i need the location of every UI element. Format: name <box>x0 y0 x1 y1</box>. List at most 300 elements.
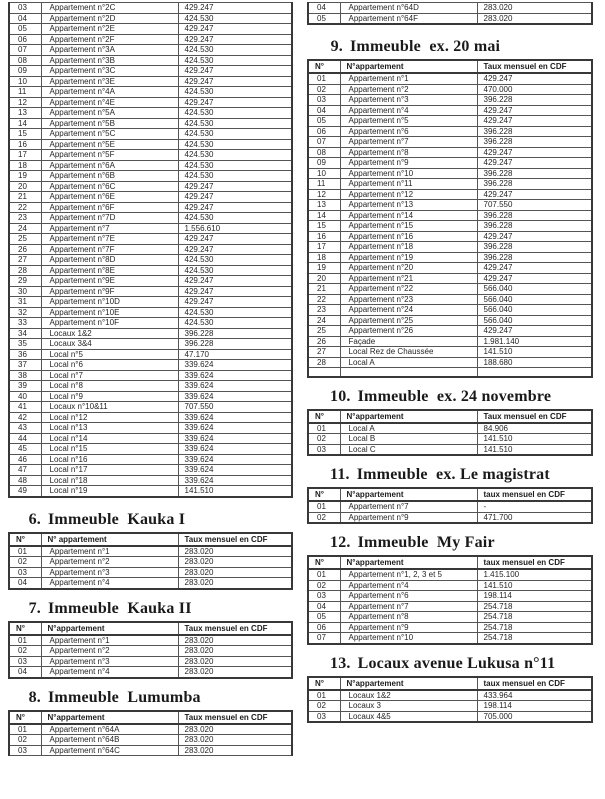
row-number-cell: 07 <box>308 137 340 148</box>
designation-cell: Local Rez de Chaussée <box>340 347 477 358</box>
rates-table-locaux-lukusa <box>307 676 593 724</box>
row-number-cell: 04 <box>308 3 340 14</box>
row-number-cell: 10 <box>9 76 41 87</box>
designation-cell: Appartement n°3 <box>340 95 477 106</box>
row-number-cell: 05 <box>308 13 340 24</box>
row-number-cell: 02 <box>308 84 340 95</box>
monthly-rate-cell: 283.020 <box>178 578 292 589</box>
monthly-rate-cell: 283.020 <box>178 546 292 557</box>
section-heading-kauka-1 <box>8 512 293 528</box>
row-number-cell: 08 <box>9 55 41 66</box>
row-number-cell: 22 <box>9 202 41 213</box>
monthly-rate-cell: 424.530 <box>178 213 292 224</box>
designation-cell: Appartement n°7E <box>41 234 178 245</box>
designation-cell: Appartement n°9 <box>340 622 477 633</box>
column-header: Taux mensuel en CDF <box>477 410 592 423</box>
designation-cell: Appartement n°6F <box>41 202 178 213</box>
monthly-rate-cell: 429.247 <box>178 24 292 35</box>
table-row <box>308 512 592 523</box>
row-number-cell: 17 <box>308 242 340 253</box>
row-number-cell: 41 <box>9 402 41 413</box>
row-number-cell: 20 <box>9 181 41 192</box>
row-number-cell: 04 <box>9 13 41 24</box>
monthly-rate-cell: 283.020 <box>178 567 292 578</box>
table-row <box>9 66 292 77</box>
monthly-rate-cell: 424.530 <box>178 45 292 56</box>
monthly-rate-cell: 283.020 <box>178 724 292 735</box>
table-row <box>308 601 592 612</box>
table-row <box>308 315 592 326</box>
table-row <box>308 326 592 337</box>
table-row <box>9 171 292 182</box>
section-kauka-2 <box>8 601 293 679</box>
designation-cell: Appartement n°3 <box>41 656 178 667</box>
designation-cell: Appartement n°6 <box>340 126 477 137</box>
table-row <box>9 578 292 589</box>
table-row <box>9 370 292 381</box>
row-number-cell: 28 <box>9 265 41 276</box>
table-row <box>308 252 592 263</box>
monthly-rate-cell: 396.228 <box>477 252 592 263</box>
table-row <box>308 690 592 701</box>
column-header: N° <box>308 410 340 423</box>
designation-cell: Appartement n°3E <box>41 76 178 87</box>
monthly-rate-cell: 283.020 <box>477 13 592 24</box>
monthly-rate-cell: 429.247 <box>477 105 592 116</box>
row-number-cell: 01 <box>9 724 41 735</box>
monthly-rate-cell: 198.114 <box>477 701 592 712</box>
monthly-rate-cell: 339.624 <box>178 412 292 423</box>
monthly-rate-cell: 566.040 <box>477 305 592 316</box>
row-number-cell: 42 <box>9 412 41 423</box>
blank-cell <box>308 368 340 377</box>
designation-cell: Appartement n°2C <box>41 3 178 14</box>
column-header: N° <box>308 60 340 73</box>
table-row <box>308 273 592 284</box>
designation-cell: Locaux 1&2 <box>41 328 178 339</box>
table-row <box>308 622 592 633</box>
table-row <box>9 139 292 150</box>
row-number-cell: 06 <box>308 622 340 633</box>
table-row <box>308 701 592 712</box>
table-row <box>9 444 292 455</box>
section-heading-kauka-2 <box>8 601 293 617</box>
table-row <box>9 24 292 35</box>
row-number-cell: 36 <box>9 349 41 360</box>
monthly-rate-cell: 429.247 <box>178 181 292 192</box>
designation-cell: Appartement n°2E <box>41 24 178 35</box>
designation-cell: Appartement n°4 <box>340 105 477 116</box>
table-row <box>9 328 292 339</box>
designation-cell: Appartement n°2F <box>41 34 178 45</box>
designation-cell: Appartement n°3C <box>41 66 178 77</box>
row-number-cell: 11 <box>308 179 340 190</box>
row-number-cell: 40 <box>9 391 41 402</box>
table-row <box>9 423 292 434</box>
designation-cell: Appartement n°7 <box>340 501 477 512</box>
row-number-cell: 16 <box>9 139 41 150</box>
table-row <box>9 667 292 678</box>
table-row <box>9 118 292 129</box>
table-row <box>308 580 592 591</box>
monthly-rate-cell: 424.530 <box>178 108 292 119</box>
monthly-rate-cell: 429.247 <box>178 34 292 45</box>
row-number-cell: 29 <box>9 276 41 287</box>
section-heading-le-magistrat <box>307 467 593 483</box>
heading-number: 8. <box>28 688 41 706</box>
monthly-rate-cell: 429.247 <box>178 66 292 77</box>
row-number-cell: 04 <box>308 105 340 116</box>
row-number-cell: 17 <box>9 150 41 161</box>
table-row <box>9 286 292 297</box>
section-ex-24-novembre <box>307 389 593 457</box>
row-number-cell: 03 <box>308 591 340 602</box>
designation-cell: Local n°8 <box>41 381 178 392</box>
monthly-rate-cell: 254.718 <box>477 601 592 612</box>
monthly-rate-cell: 283.020 <box>178 735 292 746</box>
designation-cell: Appartement n°14 <box>340 210 477 221</box>
column-header: N°appartement <box>340 60 477 73</box>
table-row <box>308 336 592 347</box>
designation-cell: Appartement n°23 <box>340 294 477 305</box>
table-row <box>9 735 292 746</box>
table-row <box>308 357 592 368</box>
designation-cell: Appartement n°4A <box>41 87 178 98</box>
row-number-cell: 02 <box>308 512 340 523</box>
row-number-cell: 37 <box>9 360 41 371</box>
designation-cell: Local A <box>340 357 477 368</box>
row-number-cell: 01 <box>308 501 340 512</box>
column-header: Taux mensuel en CDF <box>178 711 292 724</box>
table-row <box>308 242 592 253</box>
monthly-rate-cell: 141.510 <box>477 434 592 445</box>
monthly-rate-cell: 429.247 <box>477 147 592 158</box>
table-row <box>9 3 292 14</box>
column-header: taux mensuel en CDF <box>477 677 592 690</box>
heading-number: 12. <box>330 534 351 551</box>
monthly-rate-cell: 424.530 <box>178 255 292 266</box>
monthly-rate-cell: 429.247 <box>178 244 292 255</box>
row-number-cell: 46 <box>9 454 41 465</box>
designation-cell: Appartement n°9 <box>340 158 477 169</box>
monthly-rate-cell: 188.680 <box>477 357 592 368</box>
row-number-cell: 01 <box>9 635 41 646</box>
rates-table-continuation <box>8 2 293 498</box>
table-row <box>308 210 592 221</box>
row-number-cell: 04 <box>308 601 340 612</box>
heading-title: Immeuble My Fair <box>357 534 495 551</box>
row-number-cell: 01 <box>9 546 41 557</box>
table-row <box>308 116 592 127</box>
designation-cell: Appartement n°1 <box>340 73 477 84</box>
designation-cell: Appartement n°6C <box>41 181 178 192</box>
designation-cell: Appartement n°18 <box>340 242 477 253</box>
table-row <box>308 231 592 242</box>
heading-number: 6. <box>28 510 41 528</box>
table-header-row <box>9 711 292 724</box>
monthly-rate-cell: 339.624 <box>178 391 292 402</box>
heading-title: Immeuble Kauka I <box>48 510 186 528</box>
designation-cell: Appartement n°22 <box>340 284 477 295</box>
row-number-cell: 05 <box>308 612 340 623</box>
row-number-cell: 03 <box>9 745 41 756</box>
designation-cell: Appartement n°1 <box>41 635 178 646</box>
rates-table-kauka-1 <box>8 532 293 590</box>
table-header-row <box>9 622 292 635</box>
designation-cell: Appartement n°10 <box>340 633 477 644</box>
designation-cell: Appartement n°5 <box>340 116 477 127</box>
table-row <box>308 612 592 623</box>
designation-cell: Local n°12 <box>41 412 178 423</box>
designation-cell: Appartement n°3A <box>41 45 178 56</box>
monthly-rate-cell: 283.020 <box>178 745 292 756</box>
table-row <box>9 318 292 329</box>
designation-cell: Appartement n°25 <box>340 315 477 326</box>
designation-cell: Appartement n°4E <box>41 97 178 108</box>
monthly-rate-cell: 424.530 <box>178 160 292 171</box>
designation-cell: Appartement n°4 <box>41 667 178 678</box>
designation-cell: Local n°18 <box>41 475 178 486</box>
row-number-cell: 07 <box>9 45 41 56</box>
row-number-cell: 48 <box>9 475 41 486</box>
row-number-cell: 03 <box>9 656 41 667</box>
monthly-rate-cell: 396.228 <box>477 126 592 137</box>
row-number-cell: 02 <box>9 735 41 746</box>
designation-cell: Appartement n°26 <box>340 326 477 337</box>
monthly-rate-cell: 339.624 <box>178 423 292 434</box>
table-row <box>308 200 592 211</box>
monthly-rate-cell: 283.020 <box>178 646 292 657</box>
section-le-magistrat <box>307 467 593 524</box>
designation-cell: Appartement n°6B <box>41 171 178 182</box>
row-number-cell: 07 <box>308 633 340 644</box>
designation-cell: Appartement n°10E <box>41 307 178 318</box>
row-number-cell: 14 <box>308 210 340 221</box>
designation-cell: Local n°7 <box>41 370 178 381</box>
table-row <box>9 635 292 646</box>
table-row <box>308 13 592 24</box>
row-number-cell: 28 <box>308 357 340 368</box>
heading-title: Immeuble ex. 24 novembre <box>357 387 552 405</box>
table-row <box>308 105 592 116</box>
row-number-cell: 01 <box>308 423 340 434</box>
monthly-rate-cell: 339.624 <box>178 475 292 486</box>
row-number-cell: 02 <box>308 580 340 591</box>
designation-cell: Local n°17 <box>41 465 178 476</box>
monthly-rate-cell: 339.624 <box>178 433 292 444</box>
designation-cell: Locaux n°10&11 <box>41 402 178 413</box>
monthly-rate-cell: 396.228 <box>477 210 592 221</box>
monthly-rate-cell: 396.228 <box>477 137 592 148</box>
table-row <box>9 486 292 497</box>
column-header: N° <box>308 488 340 501</box>
row-number-cell: 35 <box>9 339 41 350</box>
blank-cell <box>340 368 477 377</box>
monthly-rate-cell: 1.981.140 <box>477 336 592 347</box>
row-number-cell: 03 <box>9 567 41 578</box>
designation-cell: Locaux 4&5 <box>340 711 477 722</box>
monthly-rate-cell: 429.247 <box>477 189 592 200</box>
column-header: N° <box>308 556 340 569</box>
table-row <box>308 284 592 295</box>
monthly-rate-cell: 429.247 <box>178 202 292 213</box>
monthly-rate-cell: 424.530 <box>178 13 292 24</box>
row-number-cell: 16 <box>308 231 340 242</box>
monthly-rate-cell: 283.020 <box>178 635 292 646</box>
designation-cell: Appartement n°10 <box>340 168 477 179</box>
table-row <box>308 501 592 512</box>
table-row <box>9 181 292 192</box>
designation-cell: Appartement n°64F <box>340 13 477 24</box>
table-row <box>9 192 292 203</box>
table-row <box>9 129 292 140</box>
table-row <box>308 84 592 95</box>
designation-cell: Appartement n°10D <box>41 297 178 308</box>
designation-cell: Appartement n°5A <box>41 108 178 119</box>
row-number-cell: 21 <box>9 192 41 203</box>
table-row <box>308 189 592 200</box>
row-number-cell: 19 <box>308 263 340 274</box>
monthly-rate-cell: 424.530 <box>178 118 292 129</box>
table-row <box>9 276 292 287</box>
table-header-row <box>9 533 292 546</box>
row-number-cell: 21 <box>308 284 340 295</box>
designation-cell: Local B <box>340 434 477 445</box>
designation-cell: Appartement n°11 <box>340 179 477 190</box>
heading-number: 11. <box>330 466 350 483</box>
monthly-rate-cell: 396.228 <box>178 339 292 350</box>
table-row <box>308 294 592 305</box>
monthly-rate-cell: 141.510 <box>477 444 592 455</box>
table-row <box>308 633 592 644</box>
designation-cell: Appartement n°6E <box>41 192 178 203</box>
table-row <box>308 347 592 358</box>
designation-cell: Appartement n°1, 2, 3 et 5 <box>340 569 477 580</box>
row-number-cell: 38 <box>9 370 41 381</box>
row-number-cell: 47 <box>9 465 41 476</box>
table-row <box>9 13 292 24</box>
designation-cell: Appartement n°64C <box>41 745 178 756</box>
designation-cell: Appartement n°9F <box>41 286 178 297</box>
designation-cell: Local A <box>340 423 477 434</box>
table-row <box>9 265 292 276</box>
designation-cell: Appartement n°64A <box>41 724 178 735</box>
row-number-cell: 24 <box>9 223 41 234</box>
table-row <box>308 423 592 434</box>
monthly-rate-cell: 141.510 <box>477 347 592 358</box>
section-heading-ex-20-mai <box>307 39 593 55</box>
heading-number: 13. <box>330 654 351 672</box>
designation-cell: Appartement n°9E <box>41 276 178 287</box>
row-number-cell: 11 <box>9 87 41 98</box>
row-number-cell: 33 <box>9 318 41 329</box>
heading-title: Immeuble ex. Le magistrat <box>356 466 550 483</box>
monthly-rate-cell: 339.624 <box>178 454 292 465</box>
designation-cell: Appartement n°64D <box>340 3 477 14</box>
monthly-rate-cell: 396.228 <box>477 221 592 232</box>
row-number-cell: 24 <box>308 315 340 326</box>
monthly-rate-cell: 566.040 <box>477 284 592 295</box>
designation-cell: Locaux 3 <box>340 701 477 712</box>
column-header: taux mensuel en CDF <box>477 556 592 569</box>
section-lumumba <box>8 690 293 757</box>
table-row <box>9 546 292 557</box>
table-header-row <box>308 488 592 501</box>
row-number-cell: 39 <box>9 381 41 392</box>
row-number-cell: 23 <box>308 305 340 316</box>
row-number-cell: 03 <box>308 444 340 455</box>
table-row <box>9 234 292 245</box>
designation-cell: Appartement n°20 <box>340 263 477 274</box>
monthly-rate-cell: 429.247 <box>178 234 292 245</box>
table-row <box>9 433 292 444</box>
designation-cell: Façade <box>340 336 477 347</box>
designation-cell: Local n°13 <box>41 423 178 434</box>
monthly-rate-cell: 141.510 <box>178 486 292 497</box>
row-number-cell: 18 <box>9 160 41 171</box>
row-number-cell: 04 <box>9 667 41 678</box>
monthly-rate-cell: 339.624 <box>178 444 292 455</box>
heading-number: 9. <box>330 38 343 55</box>
table-row <box>9 34 292 45</box>
designation-cell: Appartement n°3 <box>41 567 178 578</box>
designation-cell: Appartement n°4 <box>340 580 477 591</box>
table-row <box>9 223 292 234</box>
table-row <box>9 745 292 756</box>
table-row <box>9 297 292 308</box>
row-number-cell: 27 <box>9 255 41 266</box>
table-header-row <box>308 410 592 423</box>
monthly-rate-cell: 198.114 <box>477 591 592 602</box>
row-number-cell: 30 <box>9 286 41 297</box>
monthly-rate-cell: 424.530 <box>178 265 292 276</box>
designation-cell: Local n°6 <box>41 360 178 371</box>
monthly-rate-cell: 283.020 <box>178 557 292 568</box>
section-ex-20-mai <box>307 39 593 378</box>
monthly-rate-cell: 429.247 <box>178 192 292 203</box>
designation-cell: Appartement n°19 <box>340 252 477 263</box>
monthly-rate-cell: 429.247 <box>477 73 592 84</box>
monthly-rate-cell: 424.530 <box>178 171 292 182</box>
table-row <box>9 412 292 423</box>
table-row <box>308 3 592 14</box>
table-row <box>9 381 292 392</box>
table-row <box>308 305 592 316</box>
monthly-rate-cell: 471.700 <box>477 512 592 523</box>
monthly-rate-cell: 396.228 <box>477 168 592 179</box>
row-number-cell: 01 <box>308 690 340 701</box>
row-number-cell: 09 <box>308 158 340 169</box>
row-number-cell: 04 <box>9 578 41 589</box>
table-row <box>308 158 592 169</box>
row-number-cell: 01 <box>308 73 340 84</box>
table-row <box>9 475 292 486</box>
monthly-rate-cell: 429.247 <box>477 158 592 169</box>
column-header: N° <box>308 677 340 690</box>
monthly-rate-cell: 283.020 <box>178 656 292 667</box>
table-row <box>9 656 292 667</box>
row-number-cell: 14 <box>9 118 41 129</box>
table-row <box>9 391 292 402</box>
monthly-rate-cell: 141.510 <box>477 580 592 591</box>
designation-cell: Appartement n°5E <box>41 139 178 150</box>
table-row <box>9 213 292 224</box>
monthly-rate-cell: 339.624 <box>178 370 292 381</box>
row-number-cell: 02 <box>308 701 340 712</box>
monthly-rate-cell: 429.247 <box>477 116 592 127</box>
monthly-rate-cell: 429.247 <box>178 76 292 87</box>
row-number-cell: 20 <box>308 273 340 284</box>
